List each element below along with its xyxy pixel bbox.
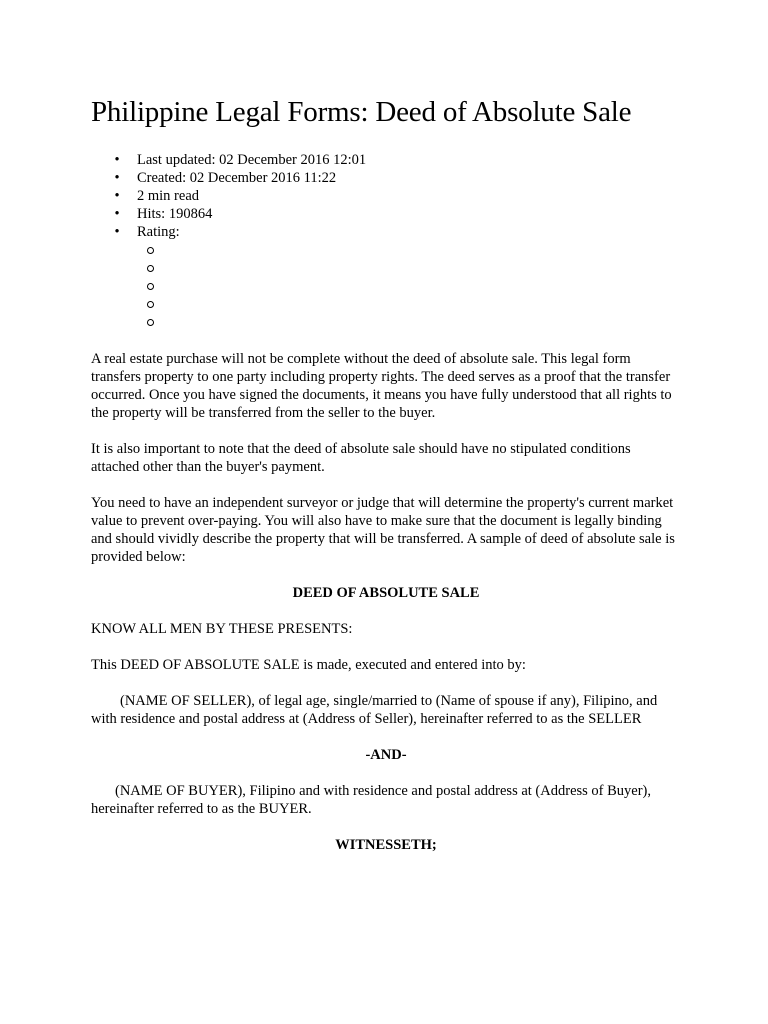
rating-option-3[interactable] <box>137 277 681 295</box>
circle-icon <box>147 265 154 272</box>
circle-icon <box>147 319 154 326</box>
meta-rating <box>91 223 681 331</box>
paragraph-surveyor: You need to have an independent surveyor or judge that will determine the property's current market value to prevent over-paying. You will also have to make sure that the document is legally binding and should vividly describe the property that will be transferred. A sample of deed of absolute sale is provided below: <box>91 495 675 565</box>
bullet-icon: • <box>114 188 120 204</box>
rating-option-1[interactable] <box>137 241 681 259</box>
circle-icon <box>147 247 154 254</box>
circle-icon <box>147 283 154 290</box>
rating-options <box>137 241 681 331</box>
circle-icon <box>147 301 154 308</box>
bullet-icon: • <box>114 170 120 186</box>
page-title: Philippine Legal Forms: Deed of Absolute Sale <box>91 96 632 128</box>
read-time-text: 2 min read <box>137 188 200 204</box>
deed-heading: DEED OF ABSOLUTE SALE <box>292 585 480 601</box>
bullet-icon: • <box>114 224 120 240</box>
witnesseth-heading: WITNESSETH; <box>335 837 437 853</box>
rating-label: Rating: <box>137 224 180 240</box>
paragraph-intro: A real estate purchase will not be complete without the deed of absolute sale. This legal form transfers property to one party including property rights. The deed serves as a proof that the transfer occurred. Once you have signed the documents, it means you have fully understood that all rights to the property will be transferred from the seller to the buyer. <box>91 351 672 421</box>
meta-created <box>91 169 681 187</box>
meta-read-time <box>91 187 681 205</box>
made-by-text: This DEED OF ABSOLUTE SALE is made, executed and entered into by: <box>91 657 526 673</box>
hits-text: Hits: 190864 <box>137 206 213 222</box>
meta-last-updated <box>91 151 681 169</box>
document-page <box>91 95 681 872</box>
buyer-clause: (NAME OF BUYER), Filipino and with residence and postal address at (Address of Buyer), hereinafter referred to as the BUYER. <box>91 783 652 817</box>
seller-clause: (NAME OF SELLER), of legal age, single/married to (Name of spouse if any), Filipino, and with residence and postal address at (Address of Seller), hereinafter referred to as the SELLER <box>91 693 658 727</box>
rating-option-4[interactable] <box>137 295 681 313</box>
bullet-icon: • <box>114 206 120 222</box>
know-all-men: KNOW ALL MEN BY THESE PRESENTS: <box>91 621 353 637</box>
meta-hits <box>91 205 681 223</box>
rating-option-2[interactable] <box>137 259 681 277</box>
article-body <box>91 350 681 854</box>
and-separator: -AND- <box>365 747 407 763</box>
created-text: Created: 02 December 2016 11:22 <box>137 170 337 186</box>
paragraph-conditions: It is also important to note that the deed of absolute sale should have no stipulated conditions attached other than the buyer's payment. <box>91 441 631 475</box>
rating-option-5[interactable] <box>137 313 681 331</box>
bullet-icon: • <box>114 152 120 168</box>
article-meta-list <box>91 151 681 331</box>
last-updated-text: Last updated: 02 December 2016 12:01 <box>137 152 367 168</box>
